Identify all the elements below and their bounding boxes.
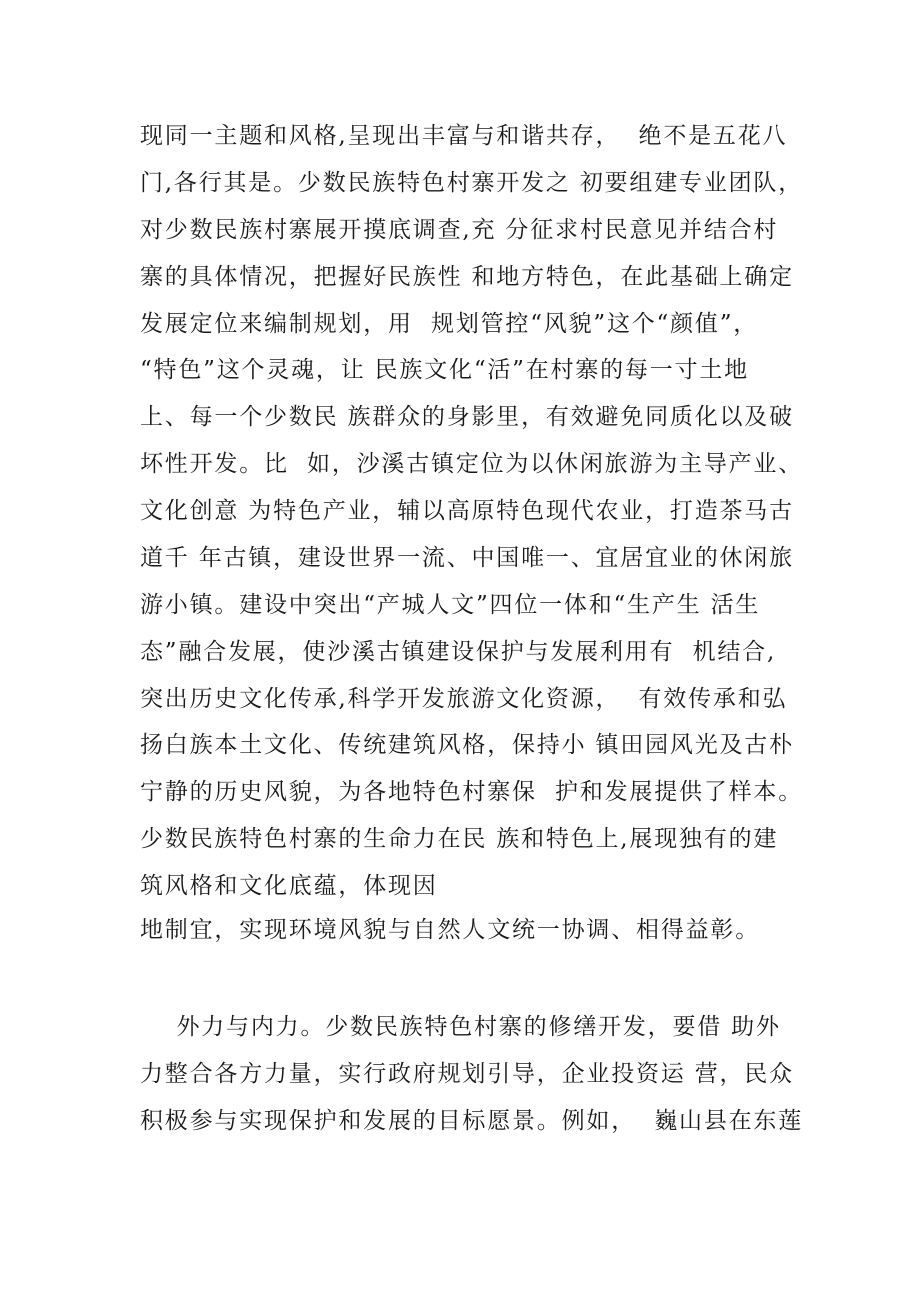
text-line: 游小镇。建设中突出“产城人文”四位一体和“生产生 活生: [140, 592, 761, 618]
text-line: 态”融合发展，使沙溪古镇建设保护与发展利用有 机结合,: [140, 639, 777, 665]
text-line: 力整合各方力量，实行政府规划引导，企业投资运 营，民众: [140, 1061, 794, 1087]
text-line: 突出历史文化传承,科学开发旅游文化资源， 有效传承和弘: [140, 686, 788, 712]
text-line: 宁静的历史风貌，为各地特色村寨保 护和发展提供了样本。: [140, 779, 804, 805]
text-line: 对少数民族村寨展开摸底调查,充 分征求村民意见并结合村: [140, 217, 779, 243]
text-line: 外力与内力。少数民族特色村寨的修缮开发，要借 助外: [140, 1014, 781, 1040]
text-line: 发展定位来编制规划，用 规划管控“风貌”这个“颜值”，: [140, 311, 759, 337]
text-line: 上、每一个少数民 族群众的身影里，有效避免同质化以及破: [140, 404, 794, 430]
text-line: 道千 年古镇，建设世界一流、中国唯一、宜居宜业的休闲旅: [140, 545, 794, 571]
text-line: 寨的具体情况，把握好民族性 和地方特色，在此基础上确定: [140, 264, 794, 290]
text-line: 少数民族特色村寨的生命力在民 族和特色上,展现独有的建: [140, 826, 779, 852]
text-line: 门,各行其是。少数民族特色村寨开发之 初要组建专业团队，: [140, 170, 804, 196]
text-line: 筑风格和文化底蕴，体现因: [140, 873, 438, 899]
text-line: “特色”这个灵魂，让 民族文化“活”在村寨的每一寸土地: [140, 357, 749, 383]
text-line: 地制宜，实现环境风貌与自然人文统一协调、相得益彰。: [140, 917, 760, 943]
text-line: 扬白族本土文化、传统建筑风格，保持小 镇田园风光及古朴: [140, 732, 794, 758]
text-line: 积极参与实现保护和发展的目标愿景。例如， 巍山县在东莲: [140, 1108, 804, 1134]
text-line: 坏性开发。比 如，沙溪古镇定位为以休闲旅游为主导产业、: [140, 451, 804, 477]
text-line: 文化创意 为特色产业，辅以高原特色现代农业，打造茶马古: [140, 498, 794, 524]
text-line: 现同一主题和风格,呈现出丰富与和谐共存， 绝不是五花八: [140, 123, 788, 149]
